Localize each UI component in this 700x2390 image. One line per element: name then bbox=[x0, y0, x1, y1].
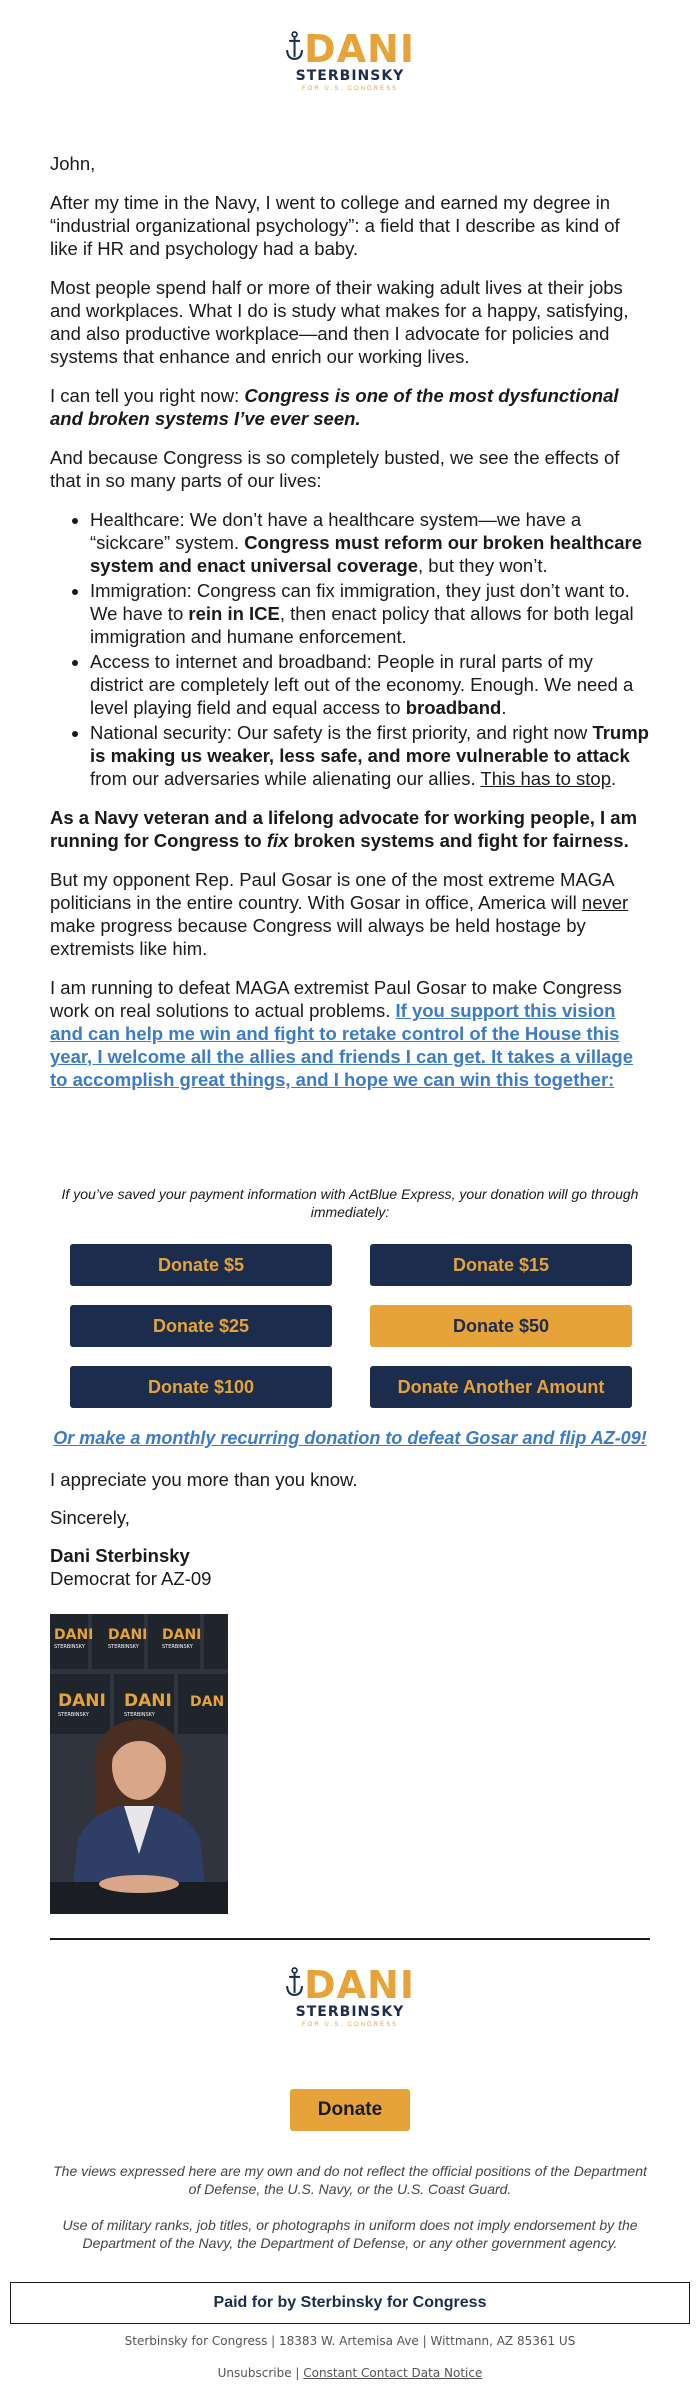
congress-emphasis: Congress is one of the most dysfunctional and broken systems I’ve ever seen. bbox=[50, 385, 619, 429]
security-emphasis: Trump is making us weaker, less safe, and more vulnerable to attack bbox=[90, 722, 649, 766]
donate-25-button[interactable]: Donate $25 bbox=[70, 1305, 332, 1347]
paragraph-defeat bbox=[50, 976, 650, 1091]
paragraph-congress-broken bbox=[50, 384, 650, 430]
running-tail: broken systems and fight for fairness. bbox=[288, 830, 629, 851]
greeting: John, bbox=[50, 153, 96, 174]
logo-tagline: FOR U.S. CONGRESS bbox=[301, 86, 398, 92]
disclaimer-views: The views expressed here are my own and do not reflect the official positions of the Department of Defense, the U.S. Navy, or the U.S. Coast Guard. bbox=[53, 2163, 647, 2197]
footer-logo-last-name: STERBINSKY bbox=[295, 2004, 405, 2020]
running-fix: fix bbox=[266, 830, 289, 851]
candidate-photo bbox=[50, 1614, 228, 1914]
svg-text:DANI: DANI bbox=[108, 1627, 148, 1643]
opponent-never: never bbox=[581, 892, 629, 913]
paragraph-running bbox=[50, 806, 650, 852]
security-text: National security: Our safety is the first priority, and right now bbox=[90, 722, 593, 743]
immigration-tail: , then enact policy that allows for both legal immigration and humane enforcement. bbox=[90, 603, 634, 647]
paid-for-by: Paid for by Sterbinsky for Congress bbox=[10, 2282, 690, 2324]
unsubscribe-link[interactable]: Unsubscribe bbox=[217, 2366, 292, 2380]
header-logo[interactable] bbox=[285, 24, 415, 92]
congress-lead-text: I can tell you right now: bbox=[50, 385, 245, 406]
healthcare-emphasis: Congress must reform our broken healthcare system and enact universal coverage bbox=[90, 532, 643, 576]
donate-15-button[interactable]: Donate $15 bbox=[370, 1244, 632, 1286]
svg-text:DANI: DANI bbox=[124, 1691, 172, 1711]
issue-broadband bbox=[90, 650, 650, 719]
defeat-text: I am running to defeat MAGA extremist Paul Gosar to make Congress work on real solutions to actual problems. bbox=[50, 977, 622, 1021]
svg-text:STERBINSKY: STERBINSKY bbox=[54, 1644, 85, 1650]
opponent-tail: make progress because Congress will always be held hostage by extremists like him. bbox=[50, 915, 586, 959]
security-stop: This has to stop bbox=[480, 768, 611, 789]
logo-first-name: DANI bbox=[304, 27, 415, 71]
issue-immigration bbox=[90, 579, 650, 648]
appreciate-text: I appreciate you more than you know. bbox=[50, 1469, 358, 1490]
svg-text:DAN: DAN bbox=[190, 1694, 225, 1710]
healthcare-text: Healthcare: We don’t have a healthcare system—we have a “sickcare” system. bbox=[90, 509, 582, 553]
opponent-text: But my opponent Rep. Paul Gosar is one of the most extreme MAGA politicians in the entire country. With Gosar in office, America will bbox=[50, 869, 614, 913]
monthly-recurring-link[interactable]: Or make a monthly recurring donation to defeat Gosar and flip AZ-09! bbox=[53, 1428, 647, 1448]
closing bbox=[50, 1468, 650, 1590]
sincerely-text: Sincerely, bbox=[50, 1507, 130, 1528]
signer-title: Democrat for AZ-09 bbox=[50, 1568, 212, 1589]
footer-separator: | bbox=[291, 2366, 304, 2380]
svg-text:STERBINSKY: STERBINSKY bbox=[108, 1644, 139, 1650]
broadband-tail: . bbox=[501, 697, 507, 718]
letter-body bbox=[50, 152, 650, 1107]
healthcare-tail: , but they won’t. bbox=[418, 555, 548, 576]
footer-links bbox=[0, 2366, 700, 2380]
svg-text:DANI: DANI bbox=[162, 1627, 202, 1643]
svg-text:STERBINSKY: STERBINSKY bbox=[124, 1712, 155, 1718]
issue-national-security bbox=[90, 721, 650, 790]
support-link[interactable]: If you support this vision and can help me win and fight to retake control of the House this year, I welcome all the allies and friends I can get. It takes a village to accomplish great things, and I hope we can win this together: bbox=[50, 1000, 634, 1090]
anchor-icon bbox=[285, 24, 304, 68]
donate-another-amount-button[interactable]: Donate Another Amount bbox=[370, 1366, 632, 1408]
svg-text:DANI: DANI bbox=[54, 1627, 94, 1643]
donate-50-button[interactable]: Donate $50 bbox=[370, 1305, 632, 1347]
broadband-emphasis: broadband bbox=[405, 697, 502, 718]
svg-text:DANI: DANI bbox=[58, 1691, 106, 1711]
mailing-address: Sterbinsky for Congress | 18383 W. Artemisa Ave | Wittmann, AZ 85361 US bbox=[124, 2334, 576, 2348]
svg-text:STERBINSKY: STERBINSKY bbox=[58, 1712, 89, 1718]
actblue-note: If you’ve saved your payment information with ActBlue Express, your donation will go through immediately: bbox=[61, 1186, 639, 1220]
donate-100-button[interactable]: Donate $100 bbox=[70, 1366, 332, 1408]
signer-name: Dani Sterbinsky bbox=[50, 1545, 190, 1566]
paragraph-opponent bbox=[50, 868, 650, 960]
immigration-emphasis: rein in ICE bbox=[188, 603, 280, 624]
security-period: . bbox=[611, 768, 617, 789]
footer-divider bbox=[50, 1938, 650, 1940]
disclaimer-uniform: Use of military ranks, job titles, or photographs in uniform does not imply endorsement by the Department of the Navy, the Department of Defense, or any other government agency. bbox=[62, 2217, 638, 2251]
broadband-text: Access to internet and broadband: People in rural parts of my district are completely left out of the economy. Enough. We need a level playing field and equal access to bbox=[90, 651, 634, 718]
issue-healthcare bbox=[90, 508, 650, 577]
anchor-icon bbox=[285, 1960, 304, 2004]
logo-last-name: STERBINSKY bbox=[295, 68, 405, 84]
footer-logo-tagline: FOR U.S. CONGRESS bbox=[301, 2022, 398, 2028]
footer-logo[interactable] bbox=[285, 1960, 415, 2028]
footer-donate-button[interactable]: Donate bbox=[290, 2089, 410, 2131]
paragraph-navy: After my time in the Navy, I went to college and earned my degree in “industrial organizational psychology”: a field that I describe as kind of like if HR and psychology had a baby. bbox=[50, 192, 620, 259]
immigration-text: Immigration: Congress can fix immigration, they just don’t want to. We have to bbox=[90, 580, 630, 624]
donate-5-button[interactable]: Donate $5 bbox=[70, 1244, 332, 1286]
svg-text:STERBINSKY: STERBINSKY bbox=[162, 1644, 193, 1650]
constant-contact-notice-link[interactable]: Constant Contact Data Notice bbox=[303, 2366, 483, 2380]
paragraph-effects: And because Congress is so completely busted, we see the effects of that in so many parts of our lives: bbox=[50, 447, 620, 491]
paragraph-workplaces: Most people spend half or more of their waking adult lives at their jobs and workplaces. What I do is study what makes for a happy, satisfying, and also productive workplace—and then I advocate for policies and systems that enhance and enrich our working lives. bbox=[50, 277, 629, 367]
issues-list bbox=[50, 508, 650, 790]
security-tail: from our adversaries while alienating our allies. bbox=[90, 768, 481, 789]
footer-logo-first-name: DANI bbox=[304, 1963, 415, 2007]
running-text: As a Navy veteran and a lifelong advocate for working people, I am running for Congress to bbox=[50, 807, 638, 851]
